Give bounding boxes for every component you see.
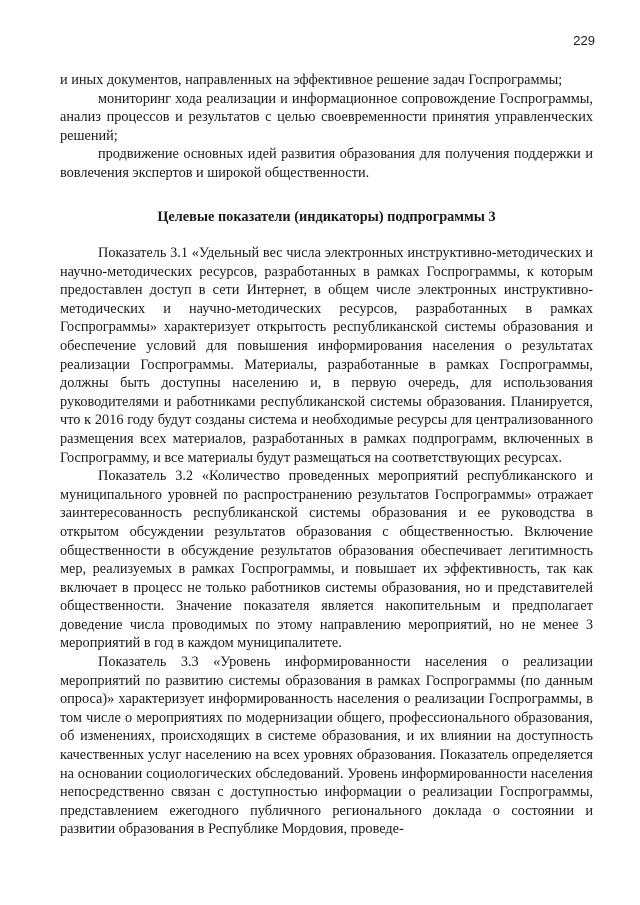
indicator-paragraph-3-3: Показатель 3.3 «Уровень информированности населения о реализации мероприятий по развитию системы образования в рамках Госпрограммы (по данным опроса)» характеризует информированность населения о реализации Госпрограммы, в том числе о мероприятиях по модернизации общего, профессионального образования, об изменениях, происходящих в системе образования, и их влиянии на доступность качественных услуг населению на всех уровнях образования. Показатель определяется на основании социологических обследований. Уровень информированности населения непосредственно связан с доступностью информации о реализации Госпрограммы, представлением ежегодного публичного регионального доклада о состоянии и развитии образования в Республике Мордовия, проведе- <box>60 654 593 838</box>
indicators-section <box>60 244 593 839</box>
intro-section <box>60 71 593 183</box>
intro-paragraph-2: мониторинг хода реализации и информационное сопровождение Госпрограммы, анализ процессов и результатов с целью своевременности принятия управленческих решений; <box>60 90 593 144</box>
intro-paragraph-1: и иных документов, направленных на эффективное решение задач Госпрограммы; <box>60 72 563 88</box>
intro-paragraph-3: продвижение основных идей развития образования для получения поддержки и вовлечения экспертов и широкой общественности. <box>60 146 593 181</box>
section-heading: Целевые показатели (индикаторы) подпрограммы 3 <box>157 209 496 225</box>
indicator-paragraph-3-2: Показатель 3.2 «Количество проведенных мероприятий республиканского и муниципального уровней по распространению результатов Госпрограммы» отражает заинтересованность республиканской системы образования и ее руководства в открытом обсуждении результатов образования с общественностью. Включение общественности в обсуждение результатов образования обеспечивает легитимность мер, реализуемых в рамках Госпрограммы, и повышает их эффективность, так как включает в процесс не только работников системы образования, но и представителей общественности. Значение показателя является накопительным и предполагает доведение числа проводимых по этому направлению мероприятий, но не менее 3 мероприятий в год в каждом муниципалитете. <box>60 468 593 652</box>
indicator-paragraph-3-1: Показатель 3.1 «Удельный вес числа электронных инструктивно-методических и научно-методических ресурсов, разработанных в рамках Госпрограммы, к которым предоставлен доступ в сети Интернет, в общем числе электронных инструктивно-методических и научно-методических ресурсов, разработанных в рамках Госпрограммы» характеризует открытость республиканской системы образования и обеспечение условий для повышения информирования населения о результатах реализации Госпрограммы. Материалы, разработанные в рамках Госпрограммы, должны быть доступны населению и, в первую очередь, для использования руководителями и работниками республиканской системы образования. Планируется, что к 2016 году будут созданы система и необходимые ресурсы для централизованного размещения всех материалов, разработанных в рамках подпрограмм, включенных в Госпрограмму, и все материалы будут размещаться на соответствующих ресурсах. <box>60 245 593 466</box>
page-number: 229 <box>573 33 595 48</box>
